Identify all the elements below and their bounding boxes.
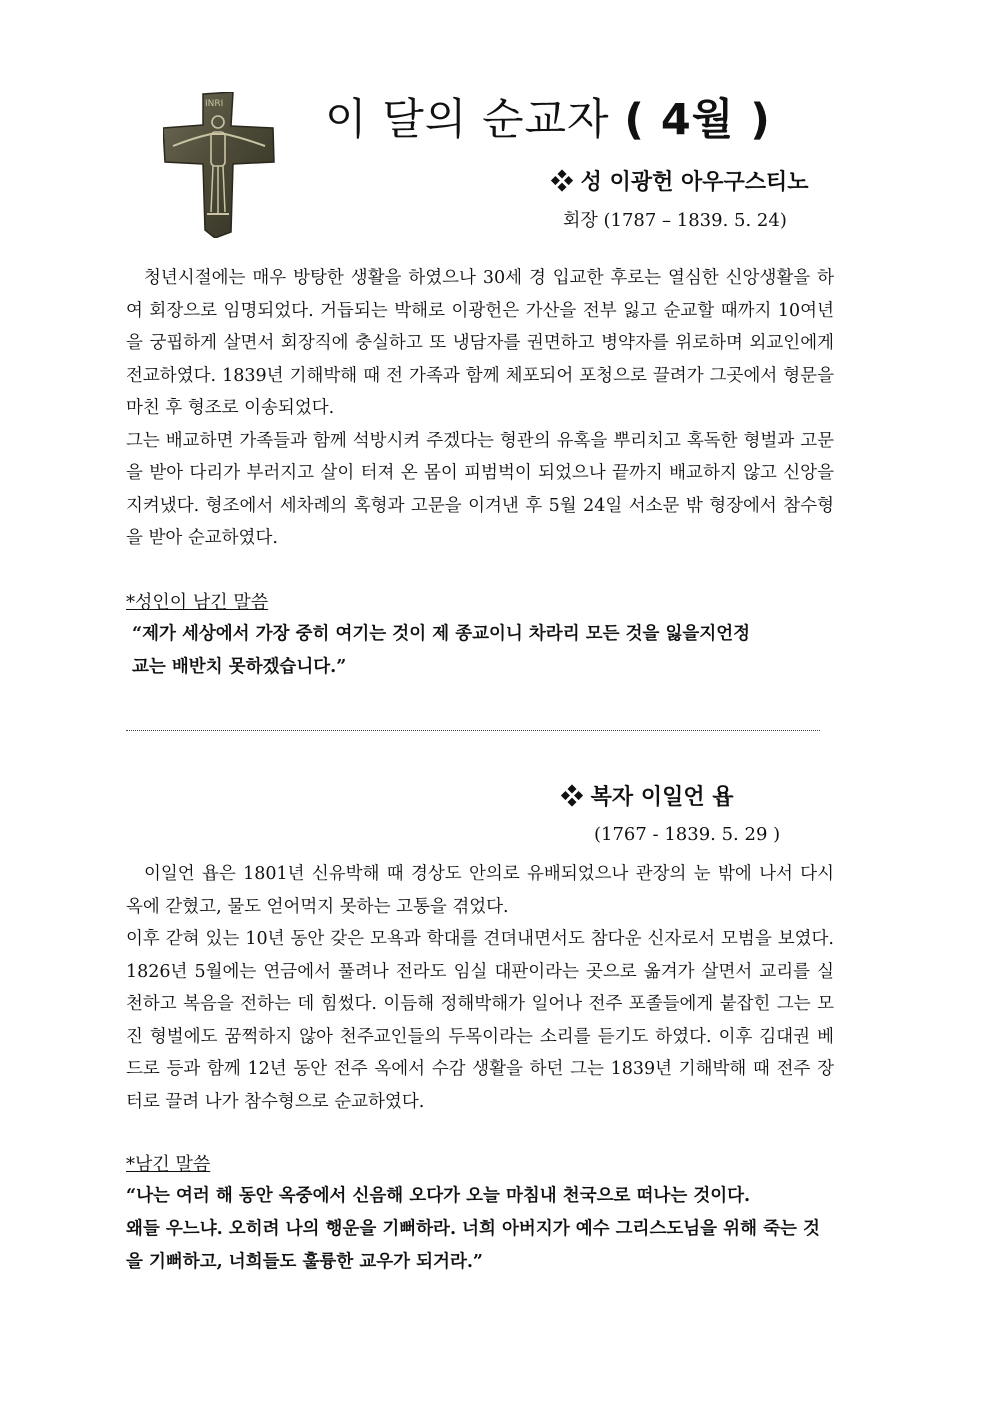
saint-2-name: ❖ 복자 이일언 욥 (561, 784, 734, 810)
title-text: 이 달의 순교자 (325, 95, 610, 145)
svg-text:INRI: INRI (205, 99, 224, 109)
saint-1-quote-label: *성인이 남긴 말씀 (126, 592, 269, 613)
saint-2-dates: (1767 - 1839. 5. 29 ) (594, 824, 781, 845)
saint-2-bio: 이일언 욥은 1801년 신유박해 때 경상도 안의로 유배되었으나 관장의 눈 밖에 나서 다시 옥에 갇혔고, 물도 얻어먹지 못하는 고통을 겪었다. 이후 갇혀 있는 10년 동안 갖은 모욕과 학대를 견뎌내면서도 참다운 신자로서 모범을 보였다. 1826년 5월에는 연금에서 풀려나 전라도 임실 대판이라는 곳으로 옮겨가 살면서 교리를 실천하고 복음을 전하는 데 힘썼다. 이듬해 정해박해가 일어나 전주 포졸들에게 붙잡힌 그는 모진 형벌에도 꿈쩍하지 않아 천주교인들의 두목이라는 소리를 듣기도 하였다. 이후 김대권 베드로 등과 함께 12년 동안 전주 옥에서 수감 생활을 하던 그는 1839년 기해박해 때 전주 장터로 끌려 나가 참수형으로 순교하였다. (126, 864, 834, 1112)
saint-1-quote: “제가 세상에서 가장 중히 여기는 것이 제 종교이니 차라리 모든 것을 잃을지언정 교는 배반치 못하겠습니다.” (132, 624, 751, 677)
saint-1-name: ❖ 성 이광헌 아우구스티노 (551, 169, 809, 195)
page-title (325, 86, 845, 147)
saint-1-dates: 회장 (1787 – 1839. 5. 24) (563, 210, 787, 231)
title-month: ( 4월 ) (624, 95, 771, 145)
crucifix-image (163, 92, 275, 238)
saint-1-bio: 청년시절에는 매우 방탕한 생활을 하였으나 30세 경 입교한 후로는 열심한 신앙생활을 하여 회장으로 임명되었다. 거듭되는 박해로 이광헌은 가산을 전부 잃고 순교할 때까지 10여년을 궁핍하게 살면서 회장직에 충실하고 또 냉담자를 권면하고 병약자를 위로하며 외교인에게 전교하였다. 1839년 기해박해 때 전 가족과 함께 체포되어 포청으로 끌려가 그곳에서 형문을 마친 후 형조로 이송되었다. 그는 배교하면 가족들과 함께 석방시켜 주겠다는 형관의 유혹을 뿌리치고 혹독한 형벌과 고문을 받아 다리가 부러지고 살이 터져 온 몸이 피범벅이 되었으나 끝까지 배교하지 않고 신앙을 지켜냈다. 형조에서 세차례의 혹형과 고문을 이겨낸 후 5월 24일 서소문 밖 형장에서 참수형을 받아 순교하였다. (126, 268, 834, 548)
saint-2-quote: “나는 여러 해 동안 옥중에서 신음해 오다가 오늘 마침내 천국으로 떠나는 것이다. 왜들 우느냐. 오히려 나의 행운을 기뻐하라. 너희 아버지가 예수 그리스도님을 위해 죽는 것을 기뻐하고, 너희들도 훌륭한 교우가 되거라.” (126, 1186, 820, 1272)
section-divider (126, 730, 820, 731)
saint-2-quote-label: *남긴 말씀 (126, 1154, 211, 1175)
